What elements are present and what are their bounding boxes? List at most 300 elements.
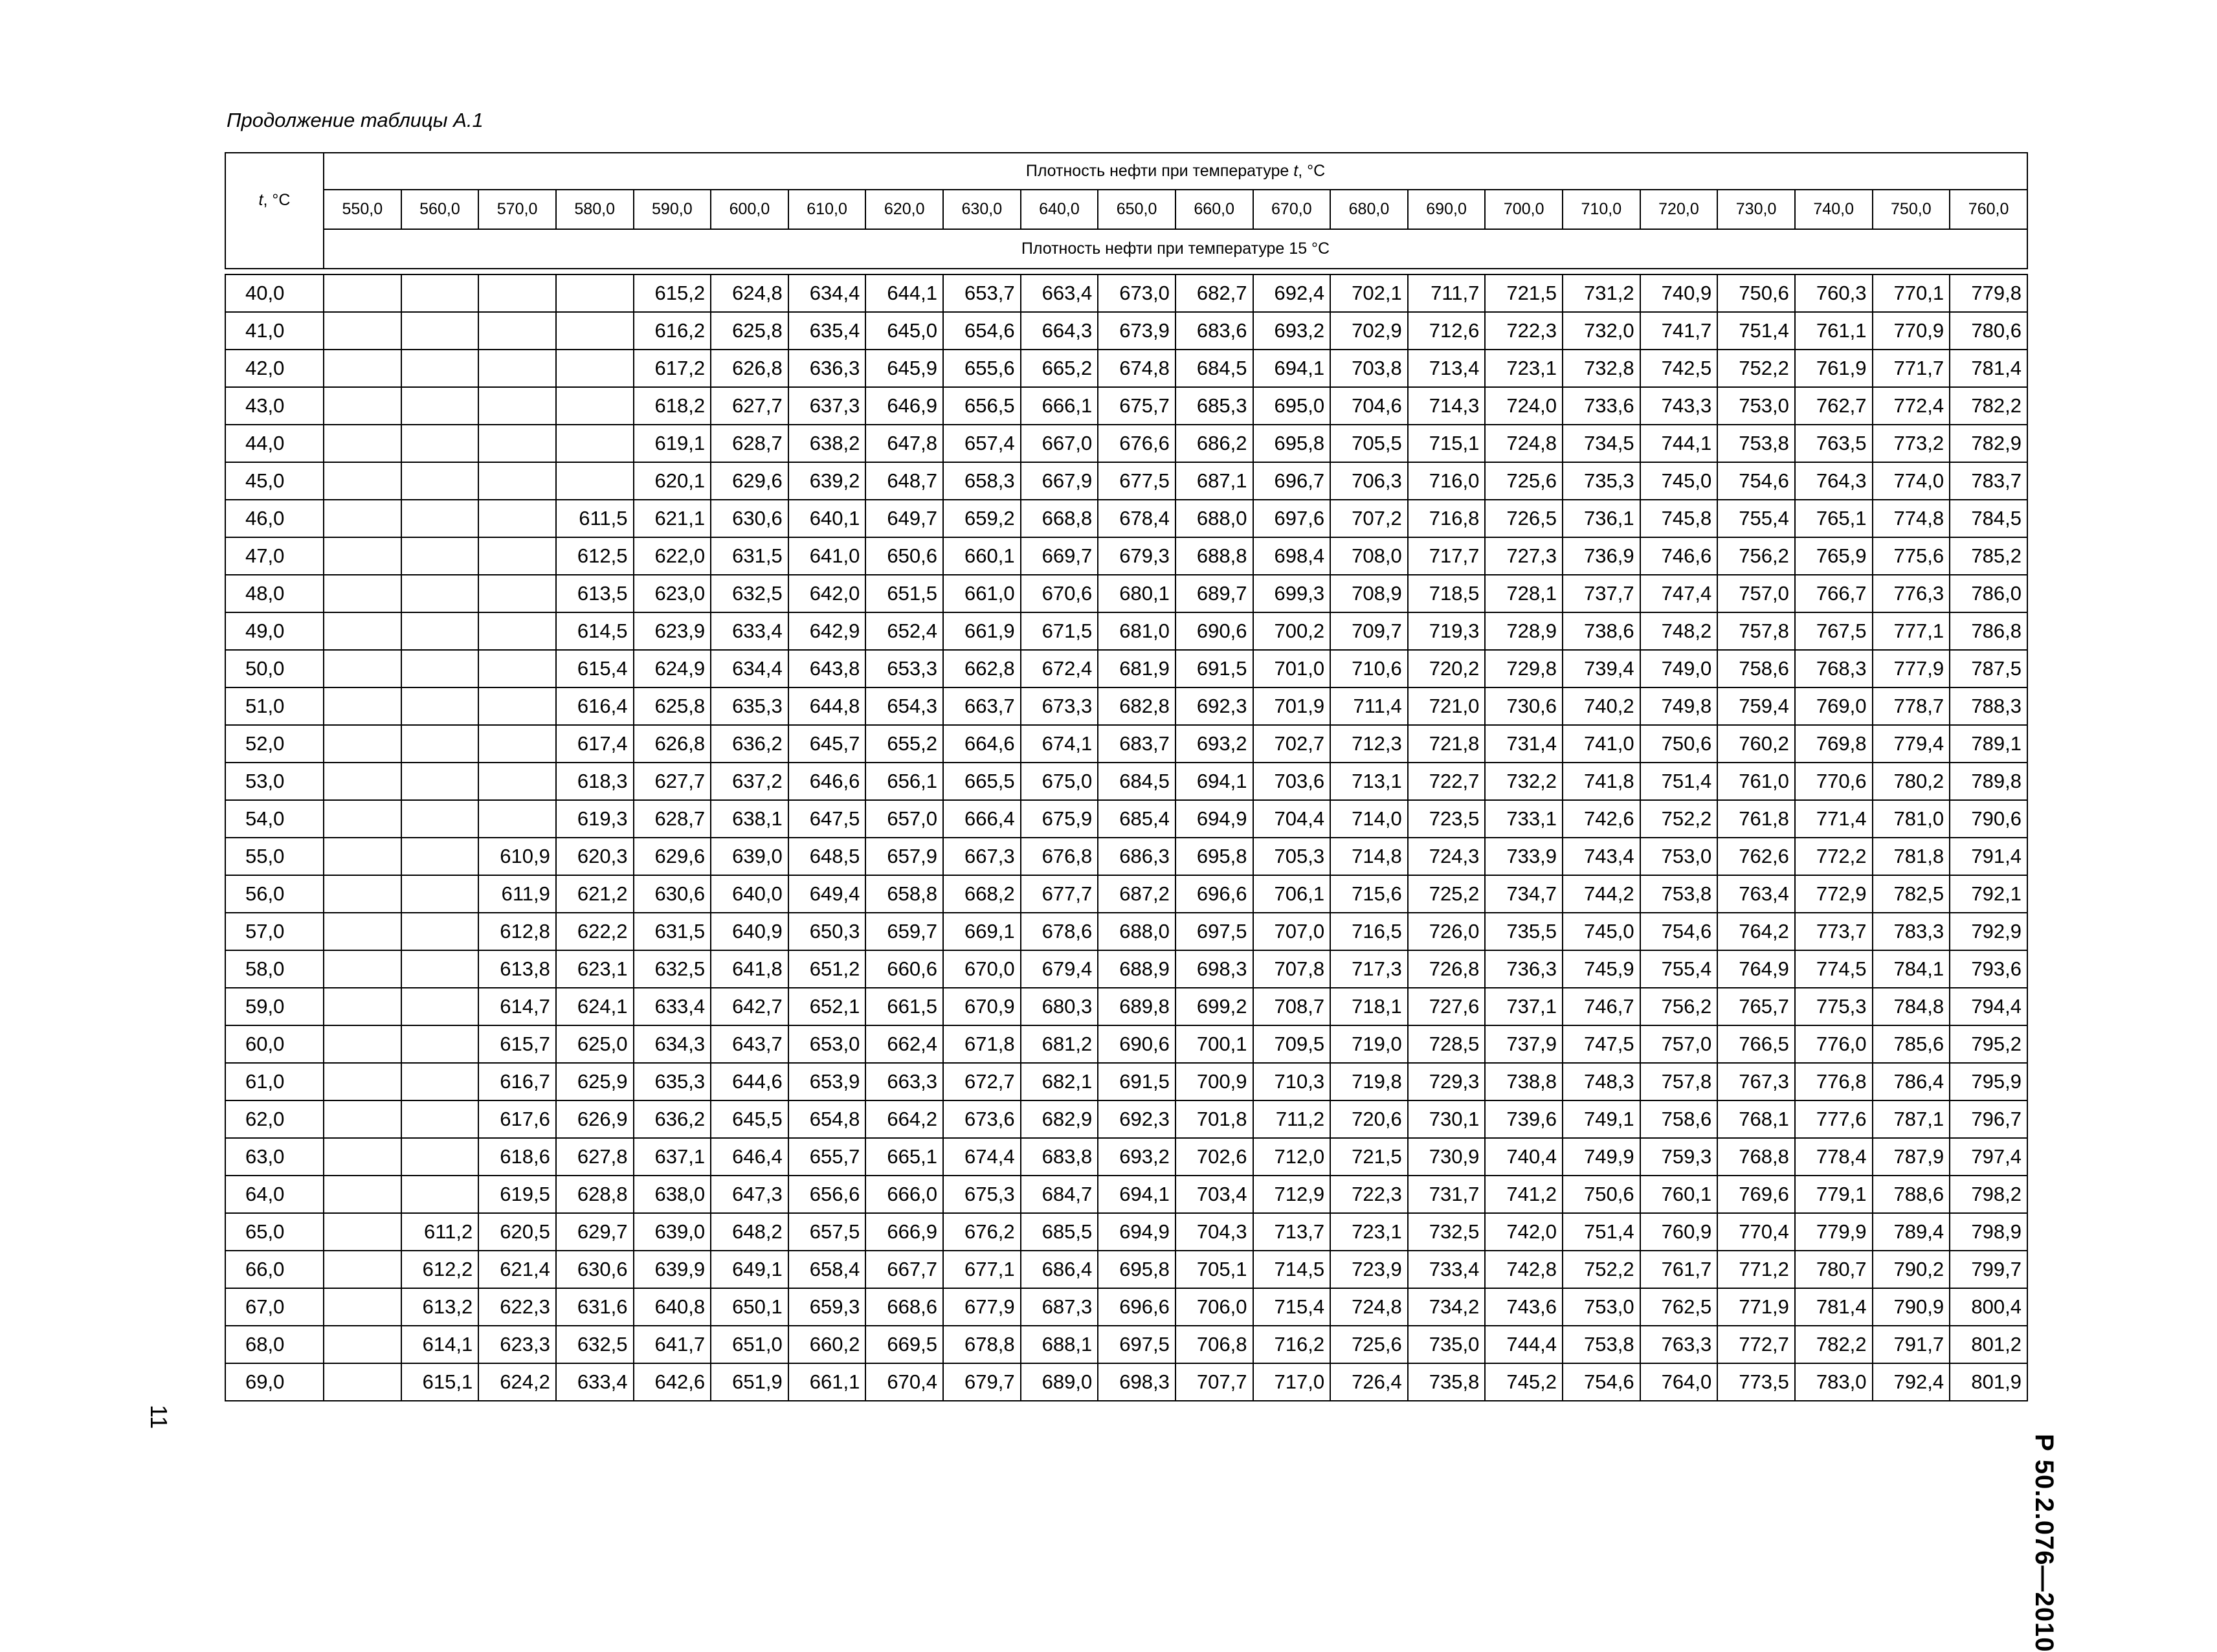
density-cell: 734,5 bbox=[1563, 425, 1640, 462]
density-cell: 749,1 bbox=[1563, 1100, 1640, 1138]
density-cell: 696,6 bbox=[1175, 875, 1253, 913]
density-cell: 756,2 bbox=[1640, 988, 1718, 1025]
density-cell: 710,6 bbox=[1330, 650, 1408, 687]
density-cell: 651,2 bbox=[788, 950, 866, 988]
density-cell: 694,1 bbox=[1098, 1176, 1175, 1213]
density-cell bbox=[556, 350, 634, 387]
density-cell: 725,6 bbox=[1330, 1326, 1408, 1363]
density-cell: 657,5 bbox=[788, 1213, 866, 1251]
density-cell: 669,7 bbox=[1021, 537, 1098, 575]
density-cell: 638,2 bbox=[788, 425, 866, 462]
density-cell: 781,8 bbox=[1873, 838, 1950, 875]
temperature-cell: 51,0 bbox=[225, 687, 324, 725]
density-cell: 751,4 bbox=[1563, 1213, 1640, 1251]
density-cell: 653,9 bbox=[788, 1063, 866, 1100]
density-cell: 706,3 bbox=[1330, 462, 1408, 500]
density-cell: 793,6 bbox=[1950, 950, 2027, 988]
density-at-t-header bbox=[324, 153, 2027, 190]
density-cell: 661,0 bbox=[943, 575, 1021, 612]
density-cell: 706,1 bbox=[1253, 875, 1331, 913]
temperature-cell: 59,0 bbox=[225, 988, 324, 1025]
table-caption: Продолжение таблицы А.1 bbox=[227, 109, 484, 131]
density-cell: 713,1 bbox=[1330, 763, 1408, 800]
density-cell: 672,7 bbox=[943, 1063, 1021, 1100]
density-cell: 764,2 bbox=[1717, 913, 1795, 950]
density-cell: 787,5 bbox=[1950, 650, 2027, 687]
density-cell: 686,4 bbox=[1021, 1251, 1098, 1288]
density-cell: 623,3 bbox=[478, 1326, 556, 1363]
density-at-t-prefix: Плотность нефти при температуре bbox=[1025, 162, 1294, 180]
density-cell: 701,0 bbox=[1253, 650, 1331, 687]
density-cell: 756,2 bbox=[1717, 537, 1795, 575]
table-row bbox=[225, 1288, 2027, 1326]
density-cell: 681,9 bbox=[1098, 650, 1175, 687]
density-cell: 798,9 bbox=[1950, 1213, 2027, 1251]
density-at-t-suffix: , °C bbox=[1298, 162, 1326, 180]
density-cell: 745,0 bbox=[1640, 462, 1718, 500]
density-cell: 735,0 bbox=[1408, 1326, 1486, 1363]
density-cell: 683,7 bbox=[1098, 725, 1175, 763]
density-cell: 622,3 bbox=[478, 1288, 556, 1326]
density-cell: 783,3 bbox=[1873, 913, 1950, 950]
density-cell: 687,2 bbox=[1098, 875, 1175, 913]
density-cell: 728,9 bbox=[1485, 612, 1563, 650]
density-cell: 707,8 bbox=[1253, 950, 1331, 988]
density-cell: 683,8 bbox=[1021, 1138, 1098, 1176]
density-cell: 694,9 bbox=[1175, 800, 1253, 838]
density-cell: 676,2 bbox=[943, 1213, 1021, 1251]
column-header: 580,0 bbox=[556, 190, 634, 229]
density-cell: 615,2 bbox=[634, 274, 711, 312]
density-cell: 770,9 bbox=[1873, 312, 1950, 350]
density-cell: 702,7 bbox=[1253, 725, 1331, 763]
temperature-cell: 44,0 bbox=[225, 425, 324, 462]
density-cell: 651,0 bbox=[711, 1326, 788, 1363]
density-cell: 703,4 bbox=[1175, 1176, 1253, 1213]
density-cell: 615,1 bbox=[401, 1363, 479, 1401]
density-cell bbox=[401, 913, 479, 950]
density-cell bbox=[401, 312, 479, 350]
density-cell: 708,0 bbox=[1330, 537, 1408, 575]
density-cell bbox=[401, 1138, 479, 1176]
density-cell: 753,8 bbox=[1563, 1326, 1640, 1363]
column-header: 650,0 bbox=[1098, 190, 1175, 229]
density-cell: 627,8 bbox=[556, 1138, 634, 1176]
density-cell: 786,0 bbox=[1950, 575, 2027, 612]
table-row bbox=[225, 425, 2027, 462]
density-cell: 620,1 bbox=[634, 462, 711, 500]
table-row bbox=[225, 1326, 2027, 1363]
density-cell: 639,9 bbox=[634, 1251, 711, 1288]
density-cell: 745,2 bbox=[1485, 1363, 1563, 1401]
density-cell: 713,4 bbox=[1408, 350, 1486, 387]
density-cell: 639,2 bbox=[788, 462, 866, 500]
density-cell: 643,7 bbox=[711, 1025, 788, 1063]
density-cell: 730,9 bbox=[1408, 1138, 1486, 1176]
density-cell: 716,0 bbox=[1408, 462, 1486, 500]
density-cell: 668,8 bbox=[1021, 500, 1098, 537]
density-cell: 745,0 bbox=[1563, 913, 1640, 950]
density-cell: 781,0 bbox=[1873, 800, 1950, 838]
density-cell: 644,1 bbox=[865, 274, 943, 312]
density-cell bbox=[324, 612, 401, 650]
density-cell: 739,6 bbox=[1485, 1100, 1563, 1138]
density-cell: 757,0 bbox=[1640, 1025, 1718, 1063]
density-cell: 724,3 bbox=[1408, 838, 1486, 875]
density-cell: 695,8 bbox=[1098, 1251, 1175, 1288]
density-cell: 745,9 bbox=[1563, 950, 1640, 988]
density-cell: 665,2 bbox=[1021, 350, 1098, 387]
density-cell: 677,1 bbox=[943, 1251, 1021, 1288]
density-cell: 712,0 bbox=[1253, 1138, 1331, 1176]
density-cell: 737,9 bbox=[1485, 1025, 1563, 1063]
density-cell: 618,3 bbox=[556, 763, 634, 800]
density-cell: 777,6 bbox=[1795, 1100, 1873, 1138]
density-cell: 625,8 bbox=[711, 312, 788, 350]
density-cell: 683,6 bbox=[1175, 312, 1253, 350]
table-body bbox=[225, 274, 2027, 1401]
density-cell: 698,4 bbox=[1253, 537, 1331, 575]
density-cell: 625,0 bbox=[556, 1025, 634, 1063]
density-cell: 681,0 bbox=[1098, 612, 1175, 650]
density-cell: 693,2 bbox=[1253, 312, 1331, 350]
density-cell: 667,3 bbox=[943, 838, 1021, 875]
density-cell: 752,2 bbox=[1563, 1251, 1640, 1288]
density-cell: 690,6 bbox=[1098, 1025, 1175, 1063]
density-cell: 626,8 bbox=[711, 350, 788, 387]
table-row bbox=[225, 350, 2027, 387]
density-cell: 619,1 bbox=[634, 425, 711, 462]
density-cell: 670,9 bbox=[943, 988, 1021, 1025]
density-cell: 732,8 bbox=[1563, 350, 1640, 387]
density-cell: 709,5 bbox=[1253, 1025, 1331, 1063]
density-cell: 773,2 bbox=[1873, 425, 1950, 462]
temperature-cell: 68,0 bbox=[225, 1326, 324, 1363]
density-cell: 714,3 bbox=[1408, 387, 1486, 425]
density-cell: 663,4 bbox=[1021, 274, 1098, 312]
density-cell bbox=[324, 1138, 401, 1176]
density-cell: 704,6 bbox=[1330, 387, 1408, 425]
density-cell bbox=[556, 312, 634, 350]
density-cell bbox=[401, 875, 479, 913]
density-cell: 616,2 bbox=[634, 312, 711, 350]
density-cell: 782,5 bbox=[1873, 875, 1950, 913]
density-cell: 723,9 bbox=[1330, 1251, 1408, 1288]
density-cell: 707,2 bbox=[1330, 500, 1408, 537]
table-row bbox=[225, 312, 2027, 350]
density-cell: 682,9 bbox=[1021, 1100, 1098, 1138]
density-cell: 777,9 bbox=[1873, 650, 1950, 687]
density-cell: 760,1 bbox=[1640, 1176, 1718, 1213]
density-cell: 675,3 bbox=[943, 1176, 1021, 1213]
density-table bbox=[225, 152, 2028, 1401]
density-cell: 742,0 bbox=[1485, 1213, 1563, 1251]
density-cell bbox=[401, 350, 479, 387]
density-cell: 778,4 bbox=[1795, 1138, 1873, 1176]
table-row bbox=[225, 1363, 2027, 1401]
density-cell: 752,2 bbox=[1640, 800, 1718, 838]
density-cell: 753,0 bbox=[1640, 838, 1718, 875]
density-cell bbox=[324, 425, 401, 462]
density-cell: 631,5 bbox=[634, 913, 711, 950]
column-header: 640,0 bbox=[1021, 190, 1098, 229]
density-cell: 630,6 bbox=[556, 1251, 634, 1288]
density-cell bbox=[401, 612, 479, 650]
density-cell: 617,6 bbox=[478, 1100, 556, 1138]
density-cell: 729,8 bbox=[1485, 650, 1563, 687]
density-cell: 628,7 bbox=[634, 800, 711, 838]
density-cell: 632,5 bbox=[556, 1326, 634, 1363]
temperature-cell: 67,0 bbox=[225, 1288, 324, 1326]
density-cell: 664,2 bbox=[865, 1100, 943, 1138]
density-cell: 771,7 bbox=[1873, 350, 1950, 387]
density-cell: 654,3 bbox=[865, 687, 943, 725]
density-cell bbox=[324, 1100, 401, 1138]
density-cell: 626,9 bbox=[556, 1100, 634, 1138]
density-cell: 637,2 bbox=[711, 763, 788, 800]
density-cell: 731,4 bbox=[1485, 725, 1563, 763]
density-cell: 739,4 bbox=[1563, 650, 1640, 687]
density-cell: 624,9 bbox=[634, 650, 711, 687]
density-cell: 747,4 bbox=[1640, 575, 1718, 612]
density-cell bbox=[324, 687, 401, 725]
density-cell: 705,1 bbox=[1175, 1251, 1253, 1288]
density-cell: 645,9 bbox=[865, 350, 943, 387]
density-cell: 703,6 bbox=[1253, 763, 1331, 800]
column-header: 680,0 bbox=[1330, 190, 1408, 229]
density-cell: 784,8 bbox=[1873, 988, 1950, 1025]
density-cell: 672,4 bbox=[1021, 650, 1098, 687]
density-cell: 753,8 bbox=[1717, 425, 1795, 462]
density-cell: 760,3 bbox=[1795, 274, 1873, 312]
density-cell: 761,9 bbox=[1795, 350, 1873, 387]
density-cell: 656,5 bbox=[943, 387, 1021, 425]
density-cell: 770,1 bbox=[1873, 274, 1950, 312]
density-cell: 716,2 bbox=[1253, 1326, 1331, 1363]
density-cell: 731,2 bbox=[1563, 274, 1640, 312]
density-cell: 695,0 bbox=[1253, 387, 1331, 425]
density-cell bbox=[401, 1025, 479, 1063]
density-cell: 761,8 bbox=[1717, 800, 1795, 838]
density-cell: 766,5 bbox=[1717, 1025, 1795, 1063]
density-cell: 631,6 bbox=[556, 1288, 634, 1326]
density-cell: 750,6 bbox=[1640, 725, 1718, 763]
density-cell: 695,8 bbox=[1175, 838, 1253, 875]
density-cell: 736,1 bbox=[1563, 500, 1640, 537]
density-cell bbox=[556, 462, 634, 500]
density-cell: 762,6 bbox=[1717, 838, 1795, 875]
column-header: 560,0 bbox=[401, 190, 479, 229]
density-cell: 662,8 bbox=[943, 650, 1021, 687]
density-cell: 736,3 bbox=[1485, 950, 1563, 988]
density-cell: 720,2 bbox=[1408, 650, 1486, 687]
density-cell: 623,1 bbox=[556, 950, 634, 988]
density-cell: 741,0 bbox=[1563, 725, 1640, 763]
table-row bbox=[225, 687, 2027, 725]
density-cell bbox=[324, 575, 401, 612]
density-cell: 650,3 bbox=[788, 913, 866, 950]
density-cell: 718,5 bbox=[1408, 575, 1486, 612]
density-cell: 680,1 bbox=[1098, 575, 1175, 612]
table-row bbox=[225, 274, 2027, 312]
density-cell: 718,1 bbox=[1330, 988, 1408, 1025]
density-cell: 628,8 bbox=[556, 1176, 634, 1213]
density-cell bbox=[478, 537, 556, 575]
density-cell: 737,7 bbox=[1563, 575, 1640, 612]
density-cell bbox=[401, 575, 479, 612]
density-cell: 624,2 bbox=[478, 1363, 556, 1401]
density-cell: 648,5 bbox=[788, 838, 866, 875]
density-cell: 667,9 bbox=[1021, 462, 1098, 500]
density-cell: 770,4 bbox=[1717, 1213, 1795, 1251]
density-cell: 652,4 bbox=[865, 612, 943, 650]
temperature-cell: 50,0 bbox=[225, 650, 324, 687]
density-cell bbox=[324, 1063, 401, 1100]
density-cell: 660,1 bbox=[943, 537, 1021, 575]
density-cell: 638,1 bbox=[711, 800, 788, 838]
density-cell: 635,3 bbox=[634, 1063, 711, 1100]
density-cell: 734,2 bbox=[1408, 1288, 1486, 1326]
density-cell: 627,7 bbox=[711, 387, 788, 425]
density-cell: 698,3 bbox=[1098, 1363, 1175, 1401]
density-cell bbox=[478, 350, 556, 387]
column-header: 660,0 bbox=[1175, 190, 1253, 229]
density-cell: 696,6 bbox=[1098, 1288, 1175, 1326]
density-cell: 715,4 bbox=[1253, 1288, 1331, 1326]
density-cell bbox=[401, 763, 479, 800]
density-cell: 723,1 bbox=[1485, 350, 1563, 387]
density-cell: 746,6 bbox=[1640, 537, 1718, 575]
density-cell bbox=[556, 387, 634, 425]
density-at-t-symbol: t bbox=[1293, 162, 1298, 180]
density-cell bbox=[324, 1251, 401, 1288]
density-cell: 688,9 bbox=[1098, 950, 1175, 988]
density-cell: 733,1 bbox=[1485, 800, 1563, 838]
density-cell: 658,3 bbox=[943, 462, 1021, 500]
table-row bbox=[225, 1176, 2027, 1213]
density-cell bbox=[478, 425, 556, 462]
temperature-cell: 58,0 bbox=[225, 950, 324, 988]
density-cell: 699,2 bbox=[1175, 988, 1253, 1025]
density-cell: 684,5 bbox=[1098, 763, 1175, 800]
density-cell: 670,6 bbox=[1021, 575, 1098, 612]
temperature-cell: 40,0 bbox=[225, 274, 324, 312]
density-cell: 613,8 bbox=[478, 950, 556, 988]
density-cell: 754,6 bbox=[1640, 913, 1718, 950]
density-cell: 639,0 bbox=[711, 838, 788, 875]
density-cell: 757,8 bbox=[1640, 1063, 1718, 1100]
density-cell: 701,8 bbox=[1175, 1100, 1253, 1138]
density-cell: 702,9 bbox=[1330, 312, 1408, 350]
density-cell: 705,3 bbox=[1253, 838, 1331, 875]
density-cell: 633,4 bbox=[711, 612, 788, 650]
density-cell: 642,0 bbox=[788, 575, 866, 612]
density-cell: 629,7 bbox=[556, 1213, 634, 1251]
density-cell: 748,2 bbox=[1640, 612, 1718, 650]
density-cell: 694,9 bbox=[1098, 1213, 1175, 1251]
density-cell: 733,6 bbox=[1563, 387, 1640, 425]
density-cell: 692,3 bbox=[1175, 687, 1253, 725]
temperature-cell: 55,0 bbox=[225, 838, 324, 875]
density-cell: 779,9 bbox=[1795, 1213, 1873, 1251]
density-cell: 791,4 bbox=[1950, 838, 2027, 875]
density-cell: 735,8 bbox=[1408, 1363, 1486, 1401]
density-cell: 732,5 bbox=[1408, 1213, 1486, 1251]
density-cell: 769,0 bbox=[1795, 687, 1873, 725]
density-cell: 789,8 bbox=[1950, 763, 2027, 800]
density-cell: 679,7 bbox=[943, 1363, 1021, 1401]
density-cell: 651,5 bbox=[865, 575, 943, 612]
header-separator bbox=[225, 269, 2027, 274]
density-cell: 753,0 bbox=[1563, 1288, 1640, 1326]
density-cell: 766,7 bbox=[1795, 575, 1873, 612]
document-code: Р 50.2.076—2010 bbox=[2030, 1434, 2058, 1652]
density-cell: 751,4 bbox=[1640, 763, 1718, 800]
density-cell: 733,9 bbox=[1485, 838, 1563, 875]
density-cell: 645,7 bbox=[788, 725, 866, 763]
density-cell: 762,7 bbox=[1795, 387, 1873, 425]
density-cell: 636,3 bbox=[788, 350, 866, 387]
density-cell: 657,9 bbox=[865, 838, 943, 875]
density-cell: 740,4 bbox=[1485, 1138, 1563, 1176]
density-cell: 666,9 bbox=[865, 1213, 943, 1251]
density-cell: 677,5 bbox=[1098, 462, 1175, 500]
density-cell: 689,0 bbox=[1021, 1363, 1098, 1401]
temperature-cell: 41,0 bbox=[225, 312, 324, 350]
density-cell: 723,5 bbox=[1408, 800, 1486, 838]
temperature-cell: 52,0 bbox=[225, 725, 324, 763]
density-cell: 655,2 bbox=[865, 725, 943, 763]
density-cell bbox=[401, 838, 479, 875]
density-cell: 615,7 bbox=[478, 1025, 556, 1063]
density-cell: 761,7 bbox=[1640, 1251, 1718, 1288]
density-cell bbox=[324, 537, 401, 575]
density-cell: 761,1 bbox=[1795, 312, 1873, 350]
density-cell: 719,0 bbox=[1330, 1025, 1408, 1063]
density-cell bbox=[478, 725, 556, 763]
density-cell: 777,1 bbox=[1873, 612, 1950, 650]
density-cell: 785,6 bbox=[1873, 1025, 1950, 1063]
density-cell bbox=[478, 612, 556, 650]
density-cell: 726,8 bbox=[1408, 950, 1486, 988]
density-cell: 783,7 bbox=[1950, 462, 2027, 500]
density-cell: 635,4 bbox=[788, 312, 866, 350]
density-cell: 731,7 bbox=[1408, 1176, 1486, 1213]
density-cell: 776,0 bbox=[1795, 1025, 1873, 1063]
density-cell: 647,5 bbox=[788, 800, 866, 838]
density-cell: 724,0 bbox=[1485, 387, 1563, 425]
density-cell: 798,2 bbox=[1950, 1176, 2027, 1213]
density-cell: 717,0 bbox=[1253, 1363, 1331, 1401]
density-cell bbox=[324, 462, 401, 500]
density-cell: 666,1 bbox=[1021, 387, 1098, 425]
density-cell: 719,3 bbox=[1408, 612, 1486, 650]
density-cell: 612,2 bbox=[401, 1251, 479, 1288]
density-cell: 636,2 bbox=[634, 1100, 711, 1138]
density-cell: 748,3 bbox=[1563, 1063, 1640, 1100]
temperature-cell: 57,0 bbox=[225, 913, 324, 950]
density-cell: 632,5 bbox=[711, 575, 788, 612]
density-cell: 663,3 bbox=[865, 1063, 943, 1100]
density-cell: 673,9 bbox=[1098, 312, 1175, 350]
temperature-cell: 54,0 bbox=[225, 800, 324, 838]
column-header: 610,0 bbox=[788, 190, 866, 229]
density-cell: 747,5 bbox=[1563, 1025, 1640, 1063]
table-row bbox=[225, 1251, 2027, 1288]
column-header: 590,0 bbox=[634, 190, 711, 229]
table-row bbox=[225, 763, 2027, 800]
density-cell: 678,8 bbox=[943, 1326, 1021, 1363]
